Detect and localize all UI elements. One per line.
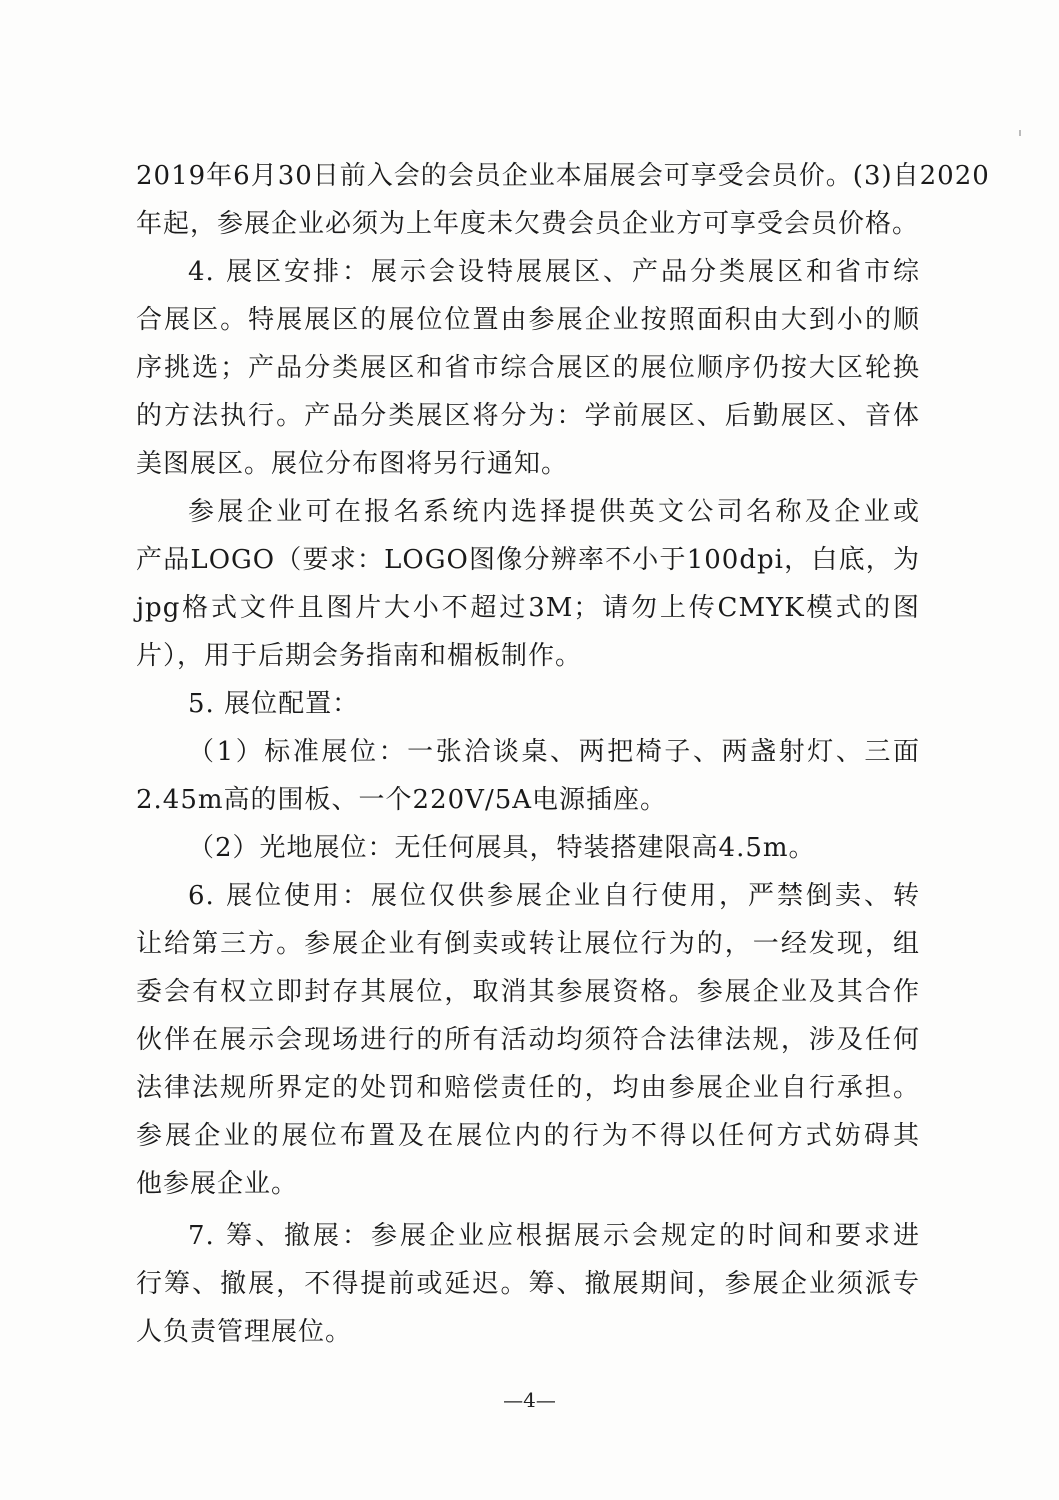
paragraph-line: 参展企业的展位布置及在展位内的行为不得以任何方式妨碍其 [136, 1121, 920, 1151]
paragraph-line: jpg格式文件且图片大小不超过3M；请勿上传CMYK模式的图 [136, 593, 920, 623]
paragraph-line: 委会有权立即封存其展位，取消其参展资格。参展企业及其合作 [136, 977, 920, 1007]
paragraph-line: 的方法执行。产品分类展区将分为：学前展区、后勤展区、音体 [136, 401, 920, 431]
page-number: —4— [503, 1388, 556, 1412]
paragraph-line: 行筹、撤展，不得提前或延迟。筹、撤展期间，参展企业须派专 [136, 1269, 920, 1299]
paragraph-line: 美图展区。展位分布图将另行通知。 [136, 449, 569, 479]
paragraph-line: 年起，参展企业必须为上年度未欠费会员企业方可享受会员价格。 [136, 209, 920, 239]
paragraph-line: 序挑选；产品分类展区和省市综合展区的展位顺序仍按大区轮换 [136, 353, 920, 383]
body-text [136, 152, 990, 1356]
section-5-heading: 5. 展位配置： [188, 689, 360, 719]
paragraph-line: 片），用于后期会务指南和楣板制作。 [136, 641, 583, 671]
paragraph-line: 让给第三方。参展企业有倒卖或转让展位行为的，一经发现，组 [136, 929, 920, 959]
section-6-heading-line: 6. 展位使用：展位仅供参展企业自行使用，严禁倒卖、转 [188, 881, 920, 911]
paragraph-line: 2.45m高的围板、一个220V/5A电源插座。 [136, 785, 668, 815]
paragraph-line: 伙伴在展示会现场进行的所有活动均须符合法律法规，涉及任何 [136, 1025, 920, 1055]
paragraph-line: 人负责管理展位。 [136, 1317, 353, 1347]
paragraph-line: 法律法规所界定的处罚和赔偿责任的，均由参展企业自行承担。 [136, 1073, 920, 1103]
paragraph-line: 他参展企业。 [136, 1169, 299, 1199]
paragraph-line: （2）光地展位：无任何展具，特装搭建限高4.5m。 [188, 833, 816, 863]
paragraph-line: 参展企业可在报名系统内选择提供英文公司名称及企业或 [188, 497, 920, 527]
section-4-heading-line: 4. 展区安排：展示会设特展展区、产品分类展区和省市综 [188, 257, 920, 287]
paragraph-line: 2019年6月30日前入会的会员企业本届展会可享受会员价。(3)自2020 [136, 161, 990, 191]
paragraph-line: 合展区。特展展区的展位位置由参展企业按照面积由大到小的顺 [136, 305, 920, 335]
scan-edge-mark [1019, 130, 1021, 136]
paragraph-line: 产品LOGO（要求：LOGO图像分辨率不小于100dpi，白底，为 [136, 545, 920, 575]
section-7-heading-line: 7. 筹、撤展：参展企业应根据展示会规定的时间和要求进 [188, 1221, 920, 1251]
paragraph-line: （1）标准展位：一张洽谈桌、两把椅子、两盏射灯、三面 [188, 737, 920, 767]
